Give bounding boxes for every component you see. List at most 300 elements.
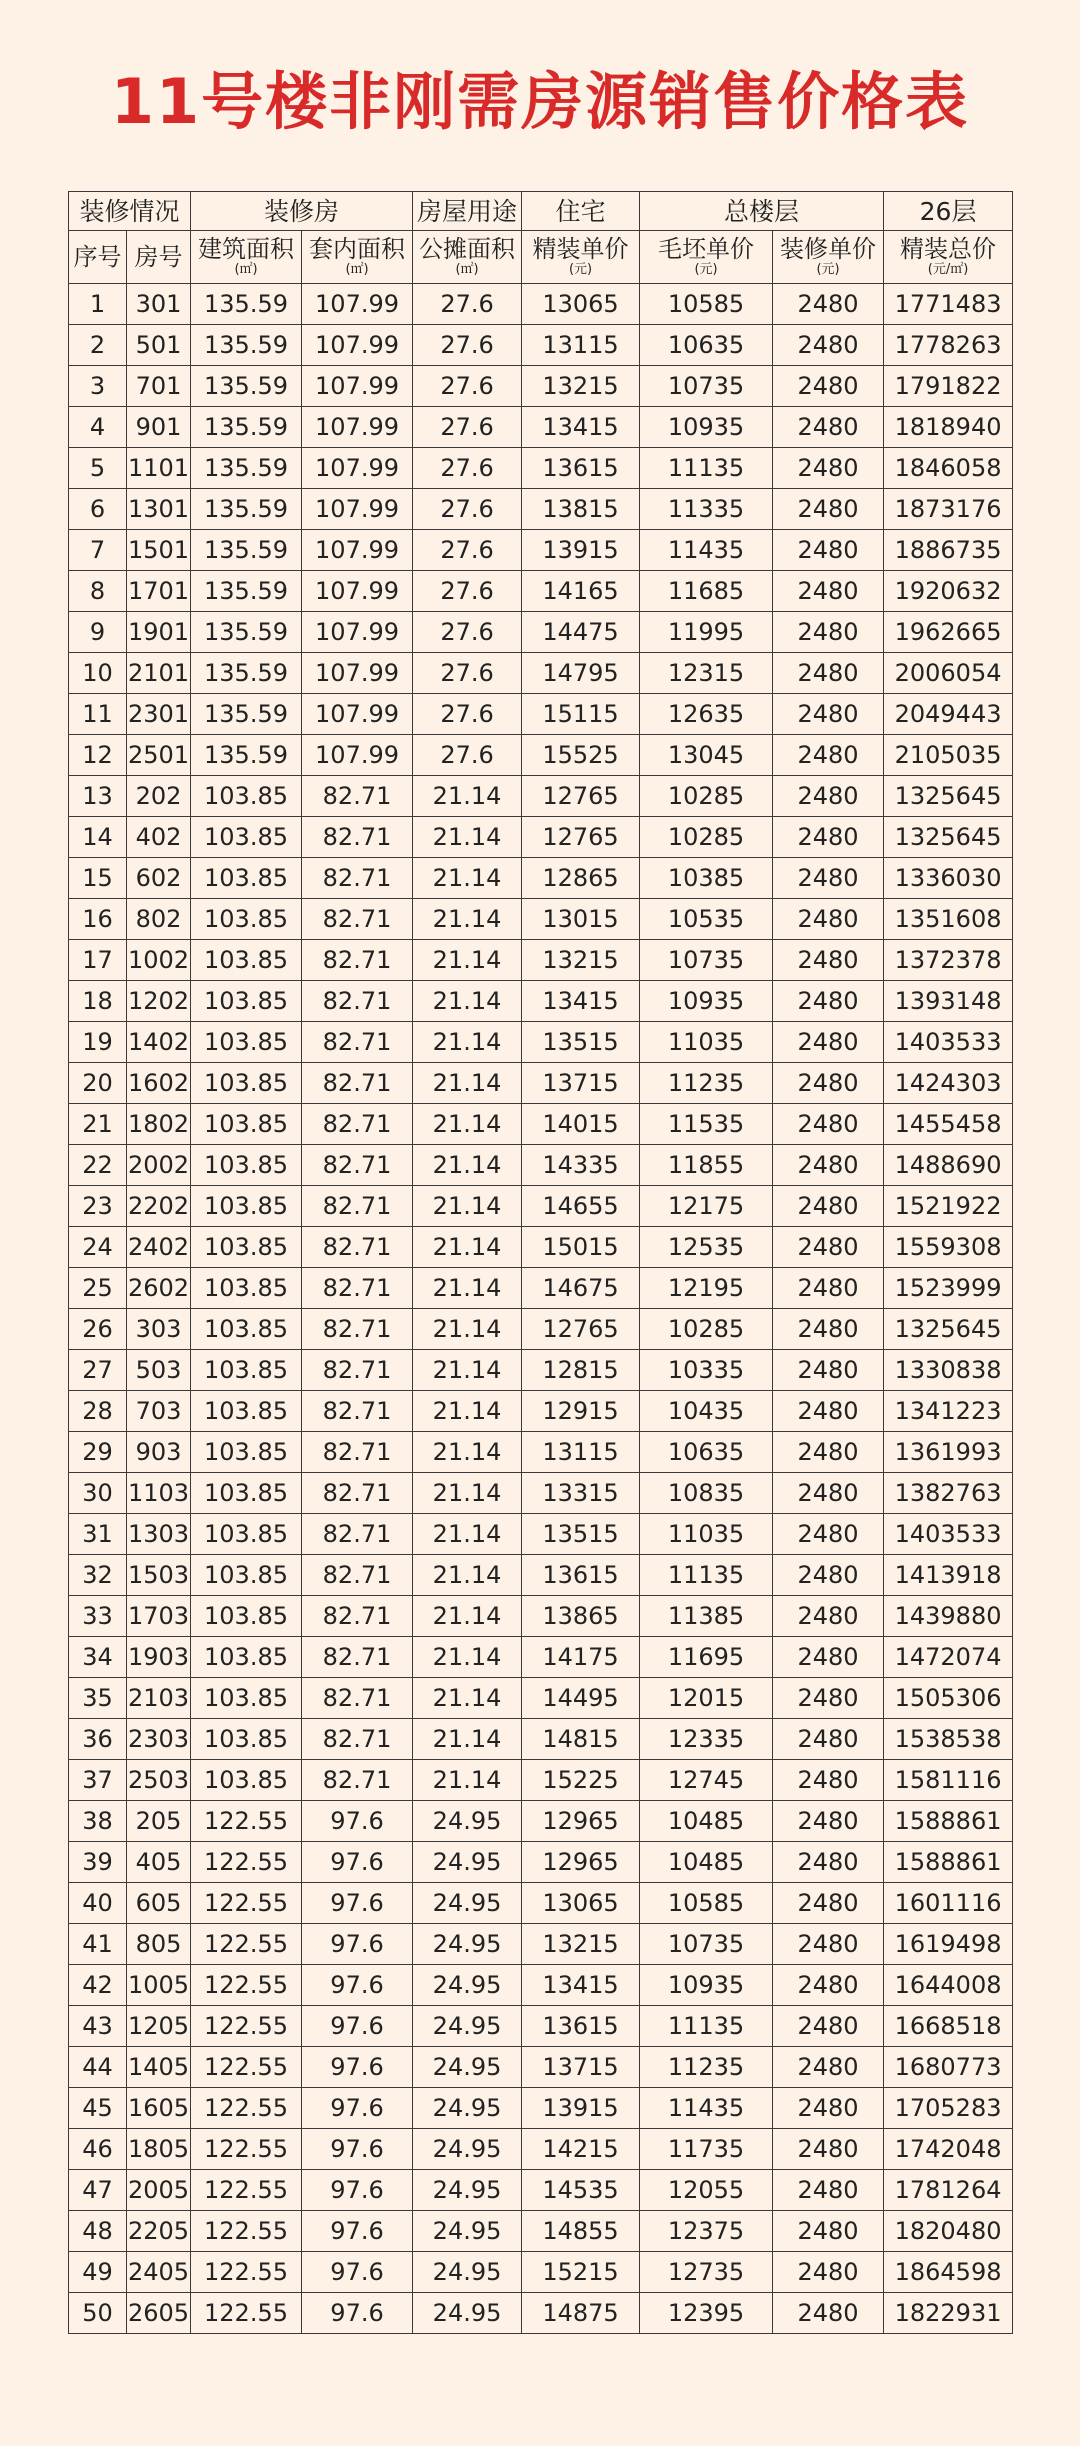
cell-index: 33 — [69, 1596, 127, 1637]
cell-gross-area: 103.85 — [191, 1391, 302, 1432]
cell-rough-unit-price: 10585 — [640, 1883, 773, 1924]
cell-decoration-unit-price: 2480 — [773, 2252, 884, 2293]
cell-decoration-unit-price: 2480 — [773, 1022, 884, 1063]
table-row — [69, 2006, 1013, 2047]
cell-shared-area: 24.95 — [413, 1924, 522, 1965]
cell-shared-area: 27.6 — [413, 325, 522, 366]
cell-shared-area: 21.14 — [413, 1514, 522, 1555]
cell-index: 10 — [69, 653, 127, 694]
cell-inner-area: 82.71 — [302, 1145, 413, 1186]
cell-finished-total-price: 1619498 — [884, 1924, 1013, 1965]
cell-gross-area: 103.85 — [191, 817, 302, 858]
cell-decoration-unit-price: 2480 — [773, 1473, 884, 1514]
cell-rough-unit-price: 12335 — [640, 1719, 773, 1760]
cell-decoration-unit-price: 2480 — [773, 2129, 884, 2170]
cell-rough-unit-price: 11685 — [640, 571, 773, 612]
cell-decoration-unit-price: 2480 — [773, 1842, 884, 1883]
cell-room-number: 2503 — [127, 1760, 191, 1801]
cell-gross-area: 122.55 — [191, 2211, 302, 2252]
cell-shared-area: 27.6 — [413, 735, 522, 776]
cell-rough-unit-price: 10735 — [640, 366, 773, 407]
cell-inner-area: 97.6 — [302, 2006, 413, 2047]
cell-inner-area: 82.71 — [302, 1473, 413, 1514]
cell-finished-unit-price: 13815 — [522, 489, 640, 530]
cell-decoration-unit-price: 2480 — [773, 735, 884, 776]
cell-rough-unit-price: 11135 — [640, 2006, 773, 2047]
cell-shared-area: 21.14 — [413, 1022, 522, 1063]
table-row — [69, 366, 1013, 407]
cell-decoration-unit-price: 2480 — [773, 2006, 884, 2047]
cell-rough-unit-price: 10635 — [640, 325, 773, 366]
cell-shared-area: 27.6 — [413, 284, 522, 325]
cell-finished-unit-price: 13415 — [522, 981, 640, 1022]
col-header-unit: (元) — [568, 262, 593, 277]
cell-gross-area: 122.55 — [191, 1883, 302, 1924]
cell-finished-total-price: 1403533 — [884, 1514, 1013, 1555]
cell-finished-unit-price: 13115 — [522, 1432, 640, 1473]
cell-room-number: 701 — [127, 366, 191, 407]
cell-room-number: 1701 — [127, 571, 191, 612]
cell-inner-area: 82.71 — [302, 858, 413, 899]
table-row — [69, 940, 1013, 981]
cell-shared-area: 27.6 — [413, 448, 522, 489]
cell-decoration-unit-price: 2480 — [773, 489, 884, 530]
col-header-index — [69, 231, 127, 284]
cell-room-number: 2402 — [127, 1227, 191, 1268]
col-header-finished-unit-price — [522, 231, 640, 284]
cell-finished-total-price: 1771483 — [884, 284, 1013, 325]
table-row — [69, 1924, 1013, 1965]
col-header-label: 序号 — [73, 243, 122, 271]
cell-finished-unit-price: 12765 — [522, 776, 640, 817]
cell-shared-area: 21.14 — [413, 940, 522, 981]
cell-rough-unit-price: 10635 — [640, 1432, 773, 1473]
cell-inner-area: 82.71 — [302, 1350, 413, 1391]
cell-decoration-unit-price: 2480 — [773, 1678, 884, 1719]
col-header-rough-unit-price — [640, 231, 773, 284]
cell-shared-area: 24.95 — [413, 2252, 522, 2293]
cell-gross-area: 135.59 — [191, 612, 302, 653]
cell-finished-unit-price: 13615 — [522, 1555, 640, 1596]
cell-room-number: 602 — [127, 858, 191, 899]
cell-inner-area: 97.6 — [302, 1883, 413, 1924]
cell-index: 49 — [69, 2252, 127, 2293]
col-header-label: 毛坯单价 — [658, 235, 755, 263]
cell-gross-area: 122.55 — [191, 1801, 302, 1842]
cell-decoration-unit-price: 2480 — [773, 981, 884, 1022]
table-row — [69, 2293, 1013, 2334]
col-header-label: 房号 — [134, 243, 183, 271]
header-decoration-label: 装修情况 — [69, 192, 191, 231]
cell-room-number: 2303 — [127, 1719, 191, 1760]
cell-inner-area: 82.71 — [302, 981, 413, 1022]
cell-index: 25 — [69, 1268, 127, 1309]
cell-shared-area: 24.95 — [413, 2293, 522, 2334]
cell-room-number: 205 — [127, 1801, 191, 1842]
cell-finished-unit-price: 12915 — [522, 1391, 640, 1432]
cell-index: 16 — [69, 899, 127, 940]
cell-shared-area: 27.6 — [413, 612, 522, 653]
cell-gross-area: 122.55 — [191, 2293, 302, 2334]
cell-gross-area: 122.55 — [191, 2006, 302, 2047]
table-row — [69, 735, 1013, 776]
table-row — [69, 1719, 1013, 1760]
cell-finished-total-price: 1920632 — [884, 571, 1013, 612]
cell-finished-unit-price: 13415 — [522, 1965, 640, 2006]
cell-gross-area: 103.85 — [191, 1596, 302, 1637]
cell-finished-unit-price: 13315 — [522, 1473, 640, 1514]
cell-index: 6 — [69, 489, 127, 530]
col-header-unit: (元) — [694, 262, 718, 277]
cell-gross-area: 103.85 — [191, 1309, 302, 1350]
cell-index: 44 — [69, 2047, 127, 2088]
cell-rough-unit-price: 10585 — [640, 284, 773, 325]
table-row — [69, 2088, 1013, 2129]
table-row — [69, 325, 1013, 366]
cell-finished-total-price: 1644008 — [884, 1965, 1013, 2006]
cell-inner-area: 97.6 — [302, 1801, 413, 1842]
cell-rough-unit-price: 12745 — [640, 1760, 773, 1801]
cell-finished-total-price: 1846058 — [884, 448, 1013, 489]
cell-room-number: 1802 — [127, 1104, 191, 1145]
cell-gross-area: 103.85 — [191, 1186, 302, 1227]
cell-decoration-unit-price: 2480 — [773, 1719, 884, 1760]
cell-room-number: 1605 — [127, 2088, 191, 2129]
cell-finished-unit-price: 12815 — [522, 1350, 640, 1391]
col-header-label: 建筑面积 — [198, 235, 295, 263]
header-row-1 — [69, 192, 1013, 231]
cell-finished-unit-price: 15015 — [522, 1227, 640, 1268]
cell-room-number: 1901 — [127, 612, 191, 653]
cell-finished-total-price: 1588861 — [884, 1842, 1013, 1883]
cell-shared-area: 24.95 — [413, 1965, 522, 2006]
cell-finished-total-price: 1581116 — [884, 1760, 1013, 1801]
cell-finished-unit-price: 15115 — [522, 694, 640, 735]
cell-rough-unit-price: 10485 — [640, 1842, 773, 1883]
table-row — [69, 1022, 1013, 1063]
cell-decoration-unit-price: 2480 — [773, 940, 884, 981]
cell-shared-area: 24.95 — [413, 2006, 522, 2047]
cell-finished-total-price: 1873176 — [884, 489, 1013, 530]
cell-rough-unit-price: 10935 — [640, 407, 773, 448]
cell-inner-area: 97.6 — [302, 1965, 413, 2006]
cell-rough-unit-price: 11435 — [640, 2088, 773, 2129]
cell-index: 8 — [69, 571, 127, 612]
cell-room-number: 1301 — [127, 489, 191, 530]
cell-gross-area: 103.85 — [191, 981, 302, 1022]
cell-room-number: 1602 — [127, 1063, 191, 1104]
cell-finished-unit-price: 14215 — [522, 2129, 640, 2170]
cell-shared-area: 21.14 — [413, 1186, 522, 1227]
cell-inner-area: 97.6 — [302, 2211, 413, 2252]
cell-finished-total-price: 2049443 — [884, 694, 1013, 735]
cell-gross-area: 103.85 — [191, 858, 302, 899]
cell-finished-total-price: 1781264 — [884, 2170, 1013, 2211]
table-row — [69, 2129, 1013, 2170]
cell-rough-unit-price: 10285 — [640, 776, 773, 817]
cell-shared-area: 27.6 — [413, 407, 522, 448]
cell-gross-area: 135.59 — [191, 366, 302, 407]
cell-rough-unit-price: 11235 — [640, 2047, 773, 2088]
col-header-finished-total-price — [884, 231, 1013, 284]
cell-room-number: 1205 — [127, 2006, 191, 2047]
cell-inner-area: 82.71 — [302, 1391, 413, 1432]
table-row — [69, 1104, 1013, 1145]
cell-shared-area: 27.6 — [413, 571, 522, 612]
cell-index: 30 — [69, 1473, 127, 1514]
table-row — [69, 1186, 1013, 1227]
cell-inner-area: 82.71 — [302, 1760, 413, 1801]
cell-inner-area: 107.99 — [302, 694, 413, 735]
cell-finished-total-price: 1822931 — [884, 2293, 1013, 2334]
cell-rough-unit-price: 12015 — [640, 1678, 773, 1719]
cell-inner-area: 82.71 — [302, 817, 413, 858]
cell-room-number: 2501 — [127, 735, 191, 776]
cell-index: 12 — [69, 735, 127, 776]
cell-finished-total-price: 1680773 — [884, 2047, 1013, 2088]
cell-shared-area: 24.95 — [413, 2088, 522, 2129]
table-row — [69, 1678, 1013, 1719]
cell-finished-unit-price: 14655 — [522, 1186, 640, 1227]
cell-decoration-unit-price: 2480 — [773, 448, 884, 489]
cell-rough-unit-price: 12055 — [640, 2170, 773, 2211]
cell-index: 24 — [69, 1227, 127, 1268]
cell-finished-unit-price: 13515 — [522, 1514, 640, 1555]
cell-gross-area: 122.55 — [191, 1965, 302, 2006]
cell-inner-area: 82.71 — [302, 1678, 413, 1719]
cell-finished-unit-price: 12965 — [522, 1801, 640, 1842]
header-floors-value: 26层 — [884, 192, 1013, 231]
table-row — [69, 858, 1013, 899]
cell-inner-area: 82.71 — [302, 1555, 413, 1596]
col-header-unit: (元/㎡) — [927, 262, 969, 277]
cell-finished-total-price: 1325645 — [884, 1309, 1013, 1350]
cell-room-number: 1005 — [127, 1965, 191, 2006]
cell-index: 37 — [69, 1760, 127, 1801]
cell-inner-area: 107.99 — [302, 735, 413, 776]
cell-finished-unit-price: 14475 — [522, 612, 640, 653]
cell-inner-area: 97.6 — [302, 1842, 413, 1883]
cell-inner-area: 97.6 — [302, 2088, 413, 2129]
header-row-2 — [69, 231, 1013, 284]
cell-finished-unit-price: 14015 — [522, 1104, 640, 1145]
cell-room-number: 402 — [127, 817, 191, 858]
cell-gross-area: 135.59 — [191, 489, 302, 530]
cell-inner-area: 82.71 — [302, 1104, 413, 1145]
table-row — [69, 1473, 1013, 1514]
cell-index: 32 — [69, 1555, 127, 1596]
cell-rough-unit-price: 10485 — [640, 1801, 773, 1842]
table-row — [69, 612, 1013, 653]
cell-gross-area: 135.59 — [191, 653, 302, 694]
cell-decoration-unit-price: 2480 — [773, 776, 884, 817]
cell-gross-area: 103.85 — [191, 1432, 302, 1473]
cell-rough-unit-price: 12195 — [640, 1268, 773, 1309]
cell-inner-area: 107.99 — [302, 653, 413, 694]
cell-shared-area: 24.95 — [413, 2047, 522, 2088]
cell-room-number: 2202 — [127, 1186, 191, 1227]
price-table — [68, 191, 1013, 2334]
cell-gross-area: 122.55 — [191, 1842, 302, 1883]
table-row — [69, 1883, 1013, 1924]
cell-rough-unit-price: 11855 — [640, 1145, 773, 1186]
col-header-label: 装修单价 — [780, 235, 877, 263]
cell-inner-area: 107.99 — [302, 366, 413, 407]
cell-gross-area: 135.59 — [191, 284, 302, 325]
cell-room-number: 1303 — [127, 1514, 191, 1555]
cell-finished-unit-price: 14165 — [522, 571, 640, 612]
cell-finished-total-price: 1325645 — [884, 817, 1013, 858]
cell-finished-unit-price: 14535 — [522, 2170, 640, 2211]
col-header-unit: (㎡) — [345, 262, 369, 277]
cell-index: 22 — [69, 1145, 127, 1186]
page-title: 11号楼非刚需房源销售价格表 — [110, 65, 970, 138]
cell-index: 13 — [69, 776, 127, 817]
table-row — [69, 776, 1013, 817]
table-row — [69, 899, 1013, 940]
cell-gross-area: 103.85 — [191, 776, 302, 817]
cell-room-number: 2005 — [127, 2170, 191, 2211]
cell-inner-area: 82.71 — [302, 1637, 413, 1678]
cell-inner-area: 82.71 — [302, 940, 413, 981]
cell-finished-total-price: 1351608 — [884, 899, 1013, 940]
cell-gross-area: 135.59 — [191, 448, 302, 489]
cell-finished-total-price: 1601116 — [884, 1883, 1013, 1924]
table-row — [69, 2047, 1013, 2088]
cell-decoration-unit-price: 2480 — [773, 2088, 884, 2129]
table-row — [69, 1555, 1013, 1596]
cell-finished-unit-price: 15215 — [522, 2252, 640, 2293]
cell-room-number: 303 — [127, 1309, 191, 1350]
cell-finished-total-price: 1705283 — [884, 2088, 1013, 2129]
cell-finished-total-price: 1439880 — [884, 1596, 1013, 1637]
cell-index: 38 — [69, 1801, 127, 1842]
header-usage-label: 房屋用途 — [413, 192, 522, 231]
cell-finished-unit-price: 12965 — [522, 1842, 640, 1883]
cell-finished-unit-price: 13215 — [522, 366, 640, 407]
cell-rough-unit-price: 11385 — [640, 1596, 773, 1637]
cell-gross-area: 103.85 — [191, 1555, 302, 1596]
cell-finished-unit-price: 12765 — [522, 1309, 640, 1350]
cell-decoration-unit-price: 2480 — [773, 407, 884, 448]
cell-finished-unit-price: 13865 — [522, 1596, 640, 1637]
cell-decoration-unit-price: 2480 — [773, 571, 884, 612]
cell-gross-area: 103.85 — [191, 1022, 302, 1063]
cell-index: 23 — [69, 1186, 127, 1227]
cell-gross-area: 103.85 — [191, 1145, 302, 1186]
cell-index: 15 — [69, 858, 127, 899]
cell-decoration-unit-price: 2480 — [773, 366, 884, 407]
cell-decoration-unit-price: 2480 — [773, 1965, 884, 2006]
cell-shared-area: 21.14 — [413, 981, 522, 1022]
cell-gross-area: 122.55 — [191, 2088, 302, 2129]
cell-inner-area: 82.71 — [302, 1432, 413, 1473]
header-decoration-value: 装修房 — [191, 192, 413, 231]
cell-room-number: 1103 — [127, 1473, 191, 1514]
cell-finished-total-price: 1523999 — [884, 1268, 1013, 1309]
cell-inner-area: 97.6 — [302, 2252, 413, 2293]
cell-finished-unit-price: 14495 — [522, 1678, 640, 1719]
cell-shared-area: 24.95 — [413, 1801, 522, 1842]
cell-index: 7 — [69, 530, 127, 571]
cell-room-number: 202 — [127, 776, 191, 817]
cell-gross-area: 103.85 — [191, 1514, 302, 1555]
cell-decoration-unit-price: 2480 — [773, 1227, 884, 1268]
table-row — [69, 981, 1013, 1022]
cell-rough-unit-price: 11135 — [640, 448, 773, 489]
header-usage-value: 住宅 — [522, 192, 640, 231]
cell-rough-unit-price: 10435 — [640, 1391, 773, 1432]
table-row — [69, 448, 1013, 489]
cell-room-number: 503 — [127, 1350, 191, 1391]
cell-finished-unit-price: 13715 — [522, 2047, 640, 2088]
cell-room-number: 903 — [127, 1432, 191, 1473]
cell-inner-area: 82.71 — [302, 1719, 413, 1760]
table-row — [69, 571, 1013, 612]
cell-shared-area: 21.14 — [413, 1719, 522, 1760]
cell-rough-unit-price: 10285 — [640, 1309, 773, 1350]
cell-rough-unit-price: 11735 — [640, 2129, 773, 2170]
cell-shared-area: 21.14 — [413, 1596, 522, 1637]
cell-index: 28 — [69, 1391, 127, 1432]
cell-decoration-unit-price: 2480 — [773, 284, 884, 325]
cell-rough-unit-price: 10935 — [640, 981, 773, 1022]
cell-index: 50 — [69, 2293, 127, 2334]
cell-gross-area: 135.59 — [191, 694, 302, 735]
cell-decoration-unit-price: 2480 — [773, 1432, 884, 1473]
cell-rough-unit-price: 11995 — [640, 612, 773, 653]
cell-room-number: 2103 — [127, 1678, 191, 1719]
cell-room-number: 1805 — [127, 2129, 191, 2170]
table-row — [69, 1432, 1013, 1473]
col-header-unit: (元) — [816, 262, 840, 277]
cell-shared-area: 27.6 — [413, 530, 522, 571]
table-row — [69, 2252, 1013, 2293]
cell-gross-area: 122.55 — [191, 2047, 302, 2088]
cell-finished-total-price: 1330838 — [884, 1350, 1013, 1391]
cell-room-number: 1703 — [127, 1596, 191, 1637]
cell-inner-area: 82.71 — [302, 1596, 413, 1637]
cell-decoration-unit-price: 2480 — [773, 1350, 884, 1391]
header-floors-label: 总楼层 — [640, 192, 884, 231]
cell-gross-area: 135.59 — [191, 325, 302, 366]
cell-finished-unit-price: 15225 — [522, 1760, 640, 1801]
cell-gross-area: 103.85 — [191, 1227, 302, 1268]
cell-inner-area: 82.71 — [302, 1268, 413, 1309]
table-row — [69, 530, 1013, 571]
cell-finished-unit-price: 13415 — [522, 407, 640, 448]
cell-finished-unit-price: 14875 — [522, 2293, 640, 2334]
table-row — [69, 1514, 1013, 1555]
cell-finished-unit-price: 13615 — [522, 448, 640, 489]
cell-rough-unit-price: 11435 — [640, 530, 773, 571]
cell-shared-area: 27.6 — [413, 489, 522, 530]
cell-gross-area: 122.55 — [191, 2170, 302, 2211]
cell-finished-unit-price: 13615 — [522, 2006, 640, 2047]
cell-decoration-unit-price: 2480 — [773, 1555, 884, 1596]
cell-shared-area: 21.14 — [413, 1637, 522, 1678]
cell-room-number: 1501 — [127, 530, 191, 571]
cell-shared-area: 27.6 — [413, 694, 522, 735]
cell-decoration-unit-price: 2480 — [773, 653, 884, 694]
cell-inner-area: 107.99 — [302, 284, 413, 325]
cell-finished-total-price: 1472074 — [884, 1637, 1013, 1678]
cell-room-number: 901 — [127, 407, 191, 448]
cell-shared-area: 24.95 — [413, 2129, 522, 2170]
cell-index: 20 — [69, 1063, 127, 1104]
cell-room-number: 2205 — [127, 2211, 191, 2252]
cell-shared-area: 21.14 — [413, 1063, 522, 1104]
